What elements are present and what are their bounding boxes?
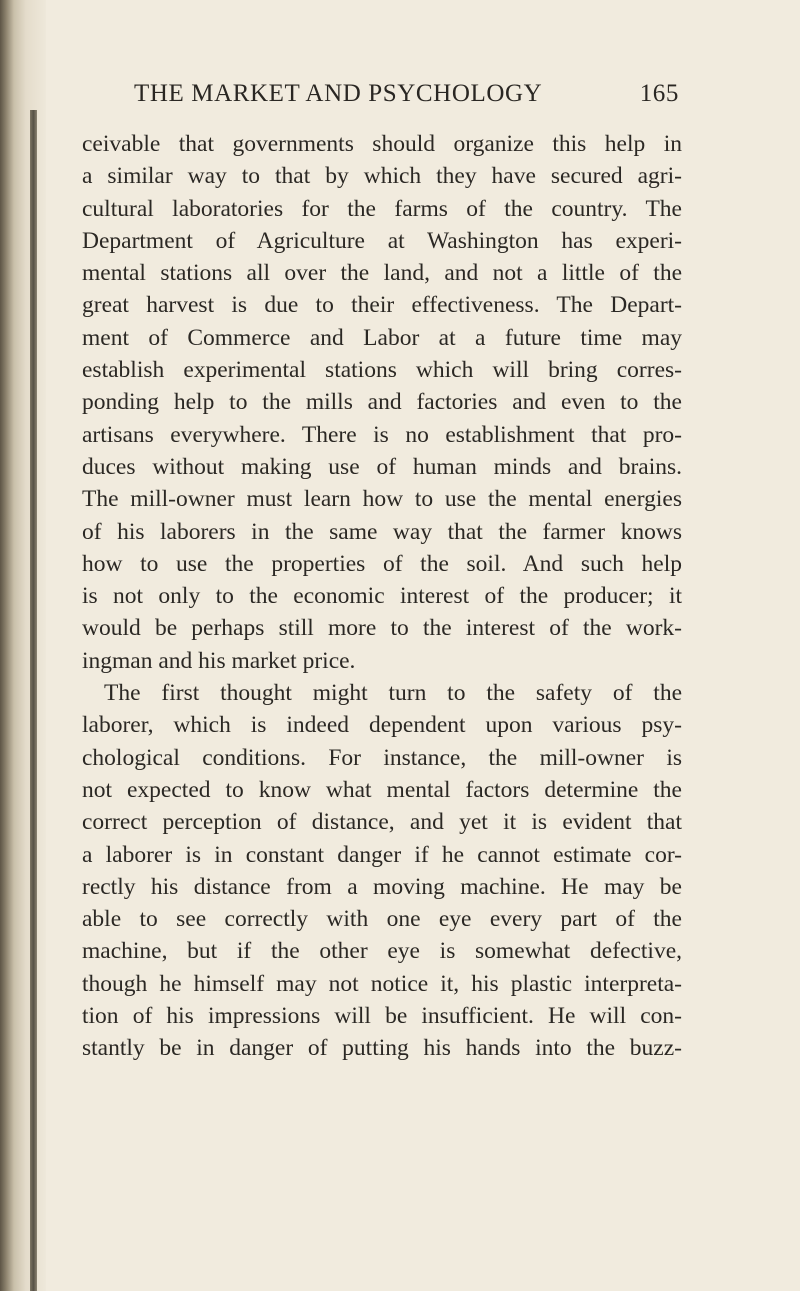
text-line: machine, but if the other eye is somewhat defective, bbox=[82, 938, 682, 965]
text-line: laborer, which is indeed dependent upon various psy- bbox=[82, 712, 682, 739]
text-line: mental stations all over the land, and not a little of the bbox=[82, 260, 682, 287]
text-line: The mill-owner must learn how to use the mental energies bbox=[82, 486, 682, 513]
text-line: great harvest is due to their effectiveness. The Depart- bbox=[82, 292, 682, 319]
text-line: though he himself may not notice it, his plastic interpreta- bbox=[82, 970, 682, 997]
text-line: rectly his distance from a moving machine. He may be bbox=[82, 873, 682, 900]
text-line: ponding help to the mills and factories and even to the bbox=[82, 389, 682, 416]
page-number: 165 bbox=[639, 80, 679, 107]
text-line: ceivable that governments should organize this help in bbox=[82, 131, 682, 157]
text-line: duces without making use of human minds and brains. bbox=[82, 453, 682, 480]
text-line: is not only to the economic interest of the producer; it bbox=[82, 583, 682, 610]
text-line: a similar way to that by which they have secured agri- bbox=[82, 163, 682, 190]
text-line: chological conditions. For instance, the mill-owner is bbox=[82, 744, 682, 771]
binding-gutter bbox=[0, 0, 46, 1291]
text-line: of his laborers in the same way that the farmer knows bbox=[82, 518, 682, 545]
text-line: artisans everywhere. There is no establishment that pro- bbox=[82, 421, 682, 448]
paragraph-end-line: ingman and his market price. bbox=[82, 647, 356, 674]
text-line: establish experimental stations which will bring corres- bbox=[82, 357, 682, 384]
text-line: would be perhaps still more to the interest of the work- bbox=[82, 615, 682, 642]
body-text bbox=[82, 128, 682, 1065]
text-line: cultural laboratories for the farms of the country. The bbox=[82, 195, 682, 222]
binding-edge bbox=[30, 110, 37, 1291]
running-head bbox=[134, 80, 679, 116]
text-line: able to see correctly with one eye every part of the bbox=[82, 906, 682, 933]
text-line: stantly be in danger of putting his hands into the buzz- bbox=[82, 1035, 682, 1062]
text-line: correct perception of distance, and yet it is evident that bbox=[82, 809, 682, 836]
paragraph-start-line: The first thought might turn to the safety of the bbox=[104, 680, 682, 707]
text-line: a laborer is in constant danger if he cannot estimate cor- bbox=[82, 841, 682, 868]
text-line: not expected to know what mental factors determine the bbox=[82, 776, 682, 803]
running-head-title: THE MARKET AND PSYCHOLOGY bbox=[134, 80, 543, 107]
text-line: tion of his impressions will be insufficient. He will con- bbox=[82, 1003, 682, 1030]
text-line: ment of Commerce and Labor at a future time may bbox=[82, 324, 682, 351]
text-line: how to use the properties of the soil. And such help bbox=[82, 550, 682, 577]
text-line: Department of Agriculture at Washington has experi- bbox=[82, 227, 682, 254]
